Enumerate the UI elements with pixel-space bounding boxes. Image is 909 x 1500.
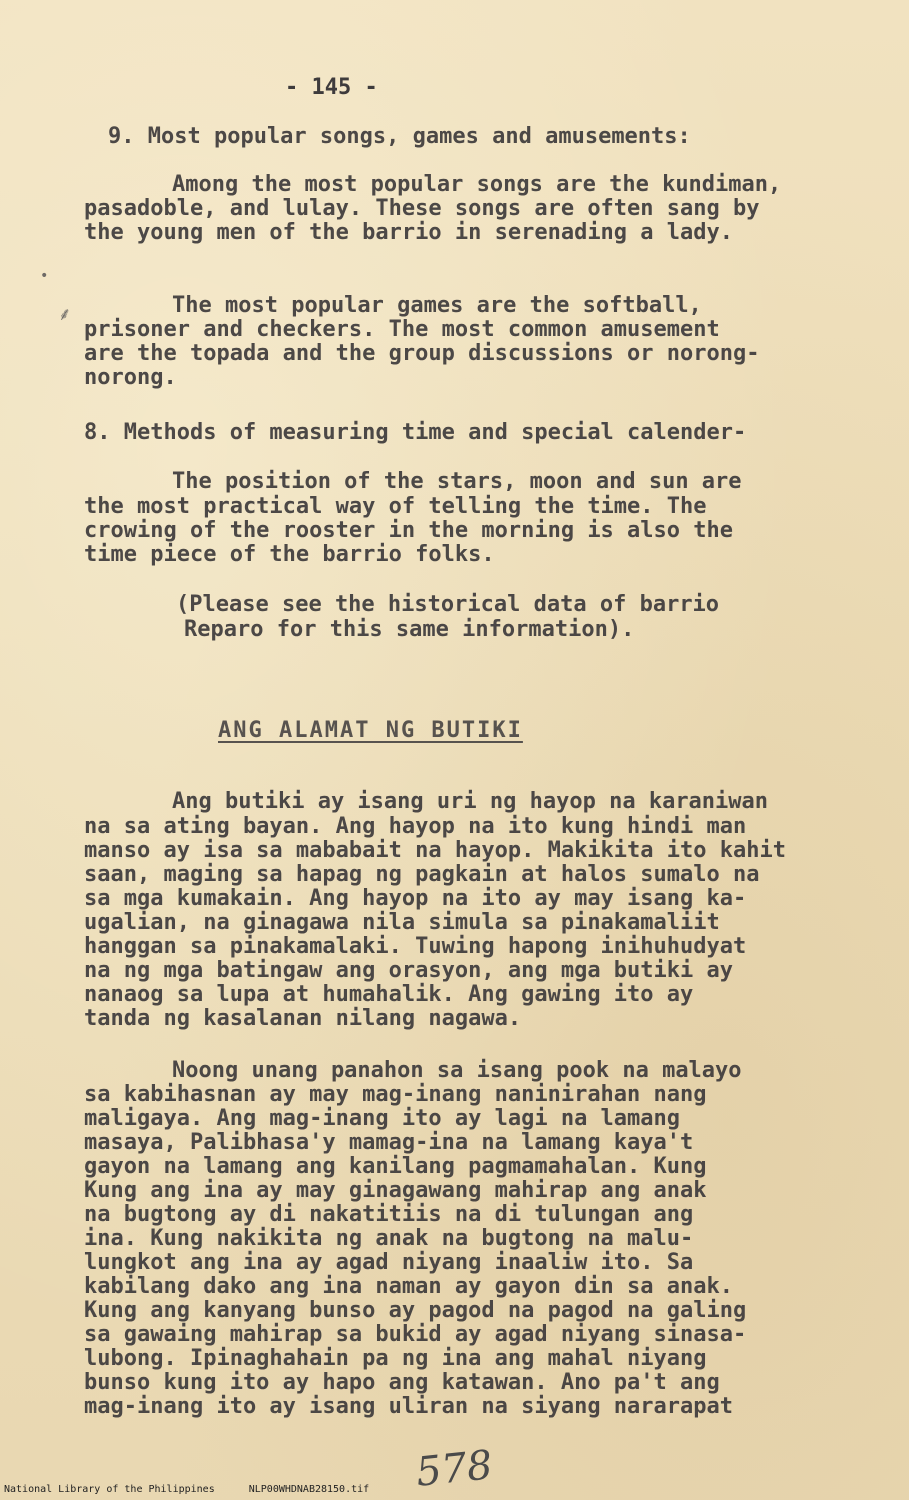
legend-p2-line: sa gawaing mahirap sa bukid ay agad niyang sinasa- [84,1322,747,1347]
section-8-p1-line: crowing of the rooster in the morning is also the [84,518,734,543]
legend-p2-line: bunso kung ito ay hapo ang katawan. Ano pa't ang [84,1370,720,1395]
legend-p1-line: nanaog sa lupa at humahalik. Ang gawing ito ay [84,982,694,1007]
section-9-p2-line: prisoner and checkers. The most common amusement [84,317,720,342]
legend-p1-line: saan, maging sa hapag ng pagkain at halos sumalo na [84,862,760,887]
section-8-p1-line: the most practical way of telling the time. The [84,494,707,519]
margin-dot-mark: • [40,268,49,284]
legend-p1-line: ugalian, na ginagawa nila simula sa pinakamaliit [84,910,720,935]
legend-title: ANG ALAMAT NG BUTIKI [218,718,523,743]
legend-p1-line: sa mga kumakain. Ang hayop na ito ay may isang ka- [84,886,747,911]
section-8-note-line: Reparo for this same information). [184,617,635,642]
archive-footer [4,1484,397,1495]
legend-p2-line: maligaya. Ang mag-inang ito ay lagi na lamang [84,1106,681,1131]
legend-p2-line: gayon na lamang ang kanilang pagmamahalan. Kung [84,1154,707,1179]
legend-p1-line: tanda ng kasalanan nilang nagawa. [84,1006,522,1031]
section-8-note-line: (Please see the historical data of barrio [176,592,720,617]
footer-library-name: National Library of the Philippines [4,1484,215,1495]
legend-p2-line: masaya, Palibhasa'y mamag-ina na lamang kaya't [84,1130,694,1155]
section-9-p1-line: the young men of the barrio in serenading a lady. [84,220,734,245]
legend-p2-line: na bugtong ay di nakatitiis na di tulungan ang [84,1202,694,1227]
footer-file-name: NLP00WHDNAB28150.tif [248,1484,370,1495]
legend-p1-line: hanggan sa pinakamalaki. Tuwing hapong inihuhudyat [84,934,747,959]
margin-scribble-mark: ⸙ [58,304,72,325]
legend-p2-line: sa kabihasnan ay may mag-inang naninirahan nang [84,1082,707,1107]
section-8-heading: 8. Methods of measuring time and special calender- [84,420,747,445]
legend-p1-line: na ng mga batingaw ang orasyon, ang mga butiki ay [84,958,734,983]
legend-p1-line: Ang butiki ay isang uri ng hayop na karaniwan [172,789,769,814]
legend-p2-line: Noong unang panahon sa isang pook na malayo [172,1058,742,1083]
legend-p2-line: Kung ang ina ay may ginagawang mahirap ang anak [84,1178,707,1203]
legend-p1-line: na sa ating bayan. Ang hayop na ito kung hindi man [84,814,747,839]
section-9-p2-line: The most popular games are the softball, [172,293,702,318]
legend-p2-line: lungkot ang ina ay agad niyang inaaliw ito. Sa [84,1250,694,1275]
handwritten-page-number: 578 [413,1442,495,1496]
legend-p2-line: kabilang dako ang ina naman ay gayon din sa anak. [84,1274,734,1299]
legend-p2-line: lubong. Ipinaghahain pa ng ina ang mahal niyang [84,1346,707,1371]
section-9-heading: 9. Most popular songs, games and amusements: [108,124,691,149]
section-9-p2-line: norong. [84,365,177,390]
legend-p2-line: ina. Kung nakikita ng anak na bugtong na malu- [84,1226,694,1251]
legend-p2-line: mag-inang ito ay isang uliran na siyang nararapat [84,1394,734,1419]
section-8-p1-line: time piece of the barrio folks. [84,542,495,567]
legend-p1-line: manso ay isa sa mababait na hayop. Makikita ito kahit [84,838,786,863]
section-9-p1-line: pasadoble, and lulay. These songs are often sang by [84,196,760,221]
section-9-p2-line: are the topada and the group discussions or norong- [84,341,760,366]
page-number: - 145 - [285,75,378,100]
section-8-p1-line: The position of the stars, moon and sun are [172,469,742,494]
legend-p2-line: Kung ang kanyang bunso ay pagod na pagod na galing [84,1298,747,1323]
section-9-p1-line: Among the most popular songs are the kundiman, [172,172,782,197]
